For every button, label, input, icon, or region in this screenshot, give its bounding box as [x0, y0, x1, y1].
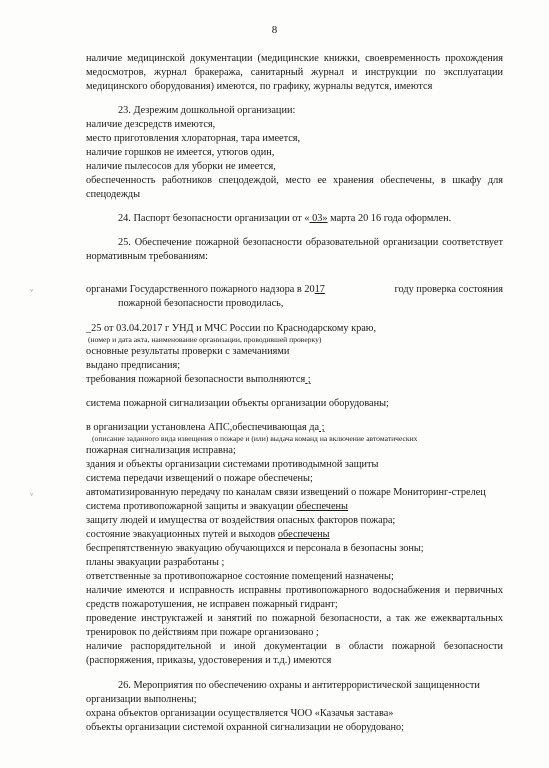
text-line: наличие медицинской документации (медицинские книжки, своевременность прохождения [86, 53, 503, 64]
text-line: медосмотров, журнал бракеража, санитарный журнал и инструкции по эксплуатации [86, 67, 503, 78]
text-line: (распоряжения, приказы, удостоверения и т.д.) имеются [86, 655, 332, 666]
text-line: основные результаты проверки с замечаниями [86, 346, 290, 357]
text-line: требования пожарной безопасности выполняются ; [86, 374, 311, 385]
text-line: наличие распорядительной и иной документации в области пожарной безопасности [86, 641, 503, 652]
text-line: пожарной безопасности проводилась, [118, 298, 284, 309]
text-line: объекты организации системой охранной сигнализации не оборудовано; [86, 722, 404, 733]
text-line: спецодежды [86, 189, 141, 200]
text-line: _25 от 03.04.2017 г УНД и МЧС России по Краснодарскому краю, [86, 323, 377, 334]
text-line: планы эвакуации разработаны ; [86, 557, 225, 568]
caption-line: (описание заданного вида извещения о пожаре и (или) выдача команд на включение автоматических [92, 434, 418, 443]
section-25-heading: 25. Обеспечение пожарной безопасности образовательной организации соответствует [118, 237, 503, 248]
text-line: наличие имеются и исправность исправны противопожарного водоснабжения и первичных [86, 585, 503, 596]
page-number: 8 [271, 24, 278, 36]
scan-mark: ᵥ [30, 486, 34, 498]
section-23-heading: 23. Дезрежим дошкольной организации: [118, 105, 296, 116]
text-line: средств пожаротушения, не исправен пожарный гидрант; [86, 599, 338, 610]
text-line: здания и объекты организации системами противодымной защиты [86, 459, 379, 470]
text-line: защиту людей и имущества от воздействия опасных факторов пожара; [86, 515, 396, 526]
text-line: беспрепятственную эвакуацию обучающихся и персонала в безопасны зоны; [86, 543, 424, 554]
text-line: органами Государственного пожарного надзора в 2017 году проверка состояния [86, 284, 503, 295]
text-line: ответственные за противопожарное состояние помещений назначены; [86, 571, 394, 582]
section-24-heading: 24. Паспорт безопасности организации от « 03» марта 20 16 года оформлен. [118, 213, 452, 224]
caption-line: (номер и дата акта, наименование организации, проводившей проверку) [88, 335, 322, 344]
text-line: состояние эвакуационных путей и выходов обеспечены [86, 529, 330, 540]
text-line: охрана объектов организации осуществляется ЧОО «Казачья застава» [86, 708, 394, 719]
text-line: проведение инструктажей и занятий по пожарной безопасности, а так же ежеквартальных [86, 613, 503, 624]
text-line: пожарная сигнализация исправна; [86, 445, 236, 456]
text-line: наличие горшков не имеется, утюгов один, [86, 147, 275, 158]
text-line: наличие пылесосов для уборки не имеется, [86, 161, 276, 172]
text-line: медицинского оборудования) имеются, по графику, журналы ведутся, имеются [86, 81, 433, 92]
text-line: место приготовления хлораторная, тара имеется, [86, 133, 301, 144]
text-line: организации выполнены; [86, 694, 197, 705]
text-line: наличие дезсредств имеются, [86, 119, 216, 130]
text-line: автоматизированную передачу по каналам связи извещений о пожаре Мониторинг-стрелец [86, 487, 486, 498]
text-line: в организации установлена АПС,обеспечивающая да ; [86, 422, 325, 433]
section-26-heading: 26. Мероприятия по обеспечению охраны и антитеррористической защищенности [118, 680, 480, 691]
text-line: обеспеченность работников спецодеждой, место ее хранения обеспечены, в шкафу для [86, 175, 503, 186]
text-line: система противопожарной защиты и эвакуации обеспечены [86, 501, 348, 512]
text-line: выдано предписания; [86, 360, 181, 371]
text-line: система пожарной сигнализации объекты организации оборудованы; [86, 398, 389, 409]
text-line: система передачи извещений о пожаре обеспечены; [86, 473, 313, 484]
scan-mark: ᵥ [30, 282, 34, 294]
text-line: тренировок по действиям при пожаре организовано ; [86, 627, 319, 638]
text-line: нормативным требованиям: [86, 251, 208, 262]
